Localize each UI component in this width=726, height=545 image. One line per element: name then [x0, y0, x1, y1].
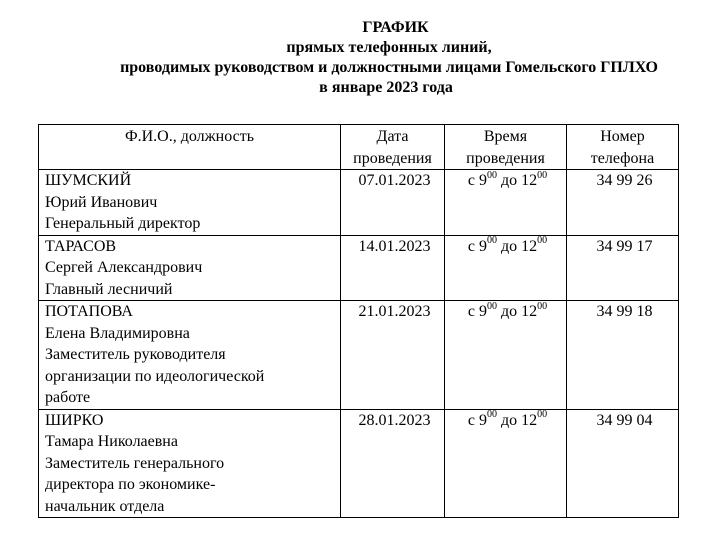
time-start: с 9 [467, 303, 487, 320]
table-row [39, 235, 679, 301]
time-start: с 9 [467, 172, 487, 189]
time-start-minutes: 00 [486, 409, 497, 421]
time-end-minutes: 00 [537, 169, 548, 181]
time-end-minutes: 00 [537, 409, 548, 421]
table-row [39, 170, 679, 236]
document-title [0, 18, 726, 98]
header-name [39, 125, 341, 170]
header-time [445, 125, 567, 170]
person-given-names: Юрий Иванович [45, 193, 158, 211]
time-start: с 9 [467, 411, 487, 429]
time-start-minutes: 00 [486, 235, 497, 247]
cell-name [39, 170, 341, 236]
person-position: начальник отдела [45, 497, 165, 515]
header-name-label: Ф.И.О., должность [124, 128, 255, 145]
table-header-row [39, 125, 679, 170]
person-position: Заместитель генерального [45, 454, 225, 472]
person-surname: ШУМСКИЙ [45, 172, 132, 189]
time-end: до 12 [496, 411, 538, 429]
header-date-line-1: Дата [376, 128, 409, 145]
time-start-minutes: 00 [486, 169, 497, 181]
time-start: с 9 [467, 237, 487, 255]
header-time-line-1: Время [483, 128, 528, 145]
cell-date: 21.01.2023 [341, 301, 445, 410]
person-surname: ПОТАПОВА [45, 303, 133, 320]
cell-name [39, 235, 341, 301]
time-end: до 12 [496, 172, 538, 189]
person-position: директора по экономике- [45, 476, 216, 493]
header-date [341, 125, 445, 170]
cell-phone: 34 99 17 [567, 235, 679, 301]
time-end: до 12 [496, 237, 538, 255]
cell-time [445, 170, 567, 236]
cell-date: 28.01.2023 [341, 409, 445, 518]
cell-phone: 34 99 04 [567, 409, 679, 518]
cell-date: 14.01.2023 [341, 235, 445, 301]
title-line-2: прямых телефонных линий, [286, 39, 492, 56]
title-line-3: проводимых руководством и должностными лицами Гомельского ГПЛХО [120, 59, 658, 76]
person-surname: ШИРКО [45, 411, 104, 429]
table-row [39, 301, 679, 410]
time-start-minutes: 00 [486, 300, 497, 312]
schedule-table [38, 124, 679, 518]
time-end-minutes: 00 [537, 235, 548, 247]
cell-name [39, 409, 341, 518]
person-position: работе [45, 389, 91, 406]
cell-time [445, 235, 567, 301]
person-given-names: Елена Владимировна [45, 324, 190, 342]
person-surname: ТАРАСОВ [45, 237, 117, 255]
cell-date: 07.01.2023 [341, 170, 445, 236]
header-phone-line-1: Номер [600, 128, 645, 145]
cell-name [39, 301, 341, 410]
person-given-names: Тамара Николаевна [45, 433, 178, 450]
time-end-minutes: 00 [537, 300, 548, 312]
table-row [39, 409, 679, 518]
title-line-4: в январе 2023 года [319, 79, 453, 96]
header-time-line-2: проведения [466, 149, 545, 167]
person-position: Генеральный директор [45, 215, 201, 232]
cell-phone: 34 99 18 [567, 301, 679, 410]
title-line-1: ГРАФИК [362, 19, 429, 36]
person-position: Заместитель руководителя [45, 346, 226, 363]
person-given-names: Сергей Александрович [45, 259, 203, 276]
header-phone-line-2: телефона [590, 149, 655, 167]
person-position: Главный лесничий [45, 280, 173, 298]
person-position: организации по идеологической [45, 367, 265, 385]
header-date-line-2: проведения [353, 149, 432, 167]
header-phone [567, 125, 679, 170]
cell-time [445, 301, 567, 410]
cell-phone: 34 99 26 [567, 170, 679, 236]
cell-time [445, 409, 567, 518]
time-end: до 12 [496, 303, 538, 320]
